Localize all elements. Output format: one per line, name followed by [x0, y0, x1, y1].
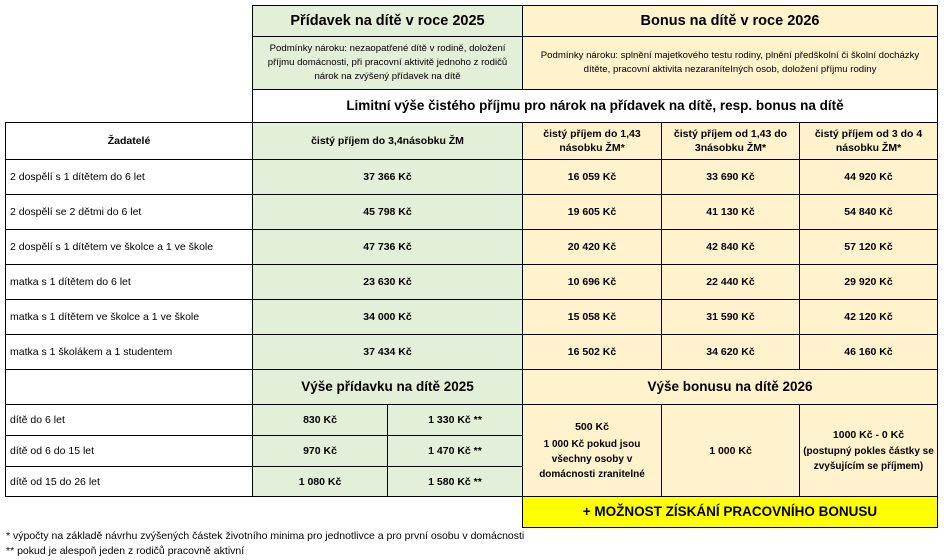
row-2026-c-value: 54 840 Kč: [799, 194, 938, 230]
work-bonus-banner: + MOŽNOST ZÍSKÁNÍ PRACOVNÍHO BONUSU: [522, 496, 938, 528]
amount-row-label: dítě od 15 do 26 let: [5, 466, 253, 497]
bonus-a-amount: 500 Kč: [575, 420, 609, 433]
footnote-1: * výpočty na základě návrhu zvýšených částek životního minima pro jednotlivce a pro první osobu v domácnosti: [6, 530, 525, 542]
col-2026-c-header: čistý příjem od 3 do 4 násobku ŽM*: [799, 122, 938, 160]
row-2026-b-value: 31 590 Kč: [661, 299, 800, 335]
row-2025-value: 34 000 Kč: [252, 299, 523, 335]
col-2026-b-header: čistý příjem od 1,43 do 3násobku ŽM*: [661, 122, 800, 160]
row-2026-a-value: 15 058 Kč: [522, 299, 662, 335]
row-2025-value: 47 736 Kč: [252, 229, 523, 265]
footnote-2: ** pokud je alespoň jeden z rodičů pracovně aktivní: [6, 545, 245, 557]
row-2026-a-value: 16 502 Kč: [522, 334, 662, 370]
row-label: matka s 1 dítětem do 6 let: [5, 264, 253, 300]
row-label: matka s 1 dítětem ve školce a 1 ve škole: [5, 299, 253, 335]
limit-title: Limitní výše čistého příjmu pro nárok na přídavek na dítě, resp. bonus na dítě: [252, 89, 938, 123]
row-2026-c-value: 29 920 Kč: [799, 264, 938, 300]
row-label: matka s 1 školákem a 1 studentem: [5, 334, 253, 370]
bonus-2026-b: 1 000 Kč: [661, 404, 800, 497]
amount-2025-title: Výše přídavku na dítě 2025: [252, 369, 523, 405]
row-2026-c-value: 42 120 Kč: [799, 299, 938, 335]
row-2026-b-value: 42 840 Kč: [661, 229, 800, 265]
col-2025-header: čistý příjem do 3,4násobku ŽM: [252, 122, 523, 160]
amount-basic-value: 1 080 Kč: [252, 466, 388, 497]
row-2026-a-value: 10 696 Kč: [522, 264, 662, 300]
row-2026-b-value: 41 130 Kč: [661, 194, 800, 230]
row-2026-a-value: 20 420 Kč: [522, 229, 662, 265]
row-label: 2 dospělí se 2 dětmi do 6 let: [5, 194, 253, 230]
bonus-2026-a: [522, 404, 662, 497]
amount-row-label: dítě do 6 let: [5, 404, 253, 436]
row-2026-c-value: 46 160 Kč: [799, 334, 938, 370]
row-label: 2 dospělí s 1 dítětem do 6 let: [5, 159, 253, 195]
row-2026-b-value: 33 690 Kč: [661, 159, 800, 195]
row-2026-b-value: 34 620 Kč: [661, 334, 800, 370]
row-2025-value: 23 630 Kč: [252, 264, 523, 300]
amount-raised-value: 1 330 Kč **: [387, 404, 523, 436]
bonus-2026-c: [799, 404, 938, 497]
amount-row-label: dítě od 6 do 15 let: [5, 435, 253, 467]
conditions-2025: Podmínky nároku: nezaopatřené dítě v rodině, doložení příjmu domácnosti, při pracovní aktivitě jednoho z rodičů nárok na zvýšený přídavek na dítě: [252, 36, 523, 90]
amount-raised-value: 1 470 Kč **: [387, 435, 523, 467]
row-label: 2 dospělí s 1 dítětem ve školce a 1 ve škole: [5, 229, 253, 265]
bonus-a-condition: 1 000 Kč pokud jsou všechny osoby v domácnosti zranitelné: [539, 438, 645, 480]
col-2026-a-header: čistý příjem do 1,43 násobku ŽM*: [522, 122, 662, 160]
header-2025-title: Přídavek na dítě v roce 2025: [252, 5, 523, 37]
row-2025-value: 37 434 Kč: [252, 334, 523, 370]
header-2026-title: Bonus na dítě v roce 2026: [522, 5, 938, 37]
row-2025-value: 45 798 Kč: [252, 194, 523, 230]
col-applicants-header: Žadatelé: [5, 122, 253, 160]
conditions-2026: Podmínky nároku: splnění majetkového testu rodiny, plnění předškolní či školní docházky dítěte, pracovní aktivita nezaraníteIných osob, doložení příjmu rodiny: [522, 36, 938, 90]
row-2026-a-value: 19 605 Kč: [522, 194, 662, 230]
bonus-c-condition: (postupný pokles částky se zvyšujícím se příjmem): [803, 445, 934, 472]
amount-basic-value: 830 Kč: [252, 404, 388, 436]
row-2026-a-value: 16 059 Kč: [522, 159, 662, 195]
bonus-c-amount: 1000 Kč - 0 Kč: [832, 428, 905, 441]
amount-header-blank: [5, 369, 253, 405]
row-2025-value: 37 366 Kč: [252, 159, 523, 195]
amount-raised-value: 1 580 Kč **: [387, 466, 523, 497]
amount-basic-value: 970 Kč: [252, 435, 388, 467]
row-2026-b-value: 22 440 Kč: [661, 264, 800, 300]
row-2026-c-value: 57 120 Kč: [799, 229, 938, 265]
row-2026-c-value: 44 920 Kč: [799, 159, 938, 195]
amount-2026-title: Výše bonusu na dítě 2026: [522, 369, 938, 405]
